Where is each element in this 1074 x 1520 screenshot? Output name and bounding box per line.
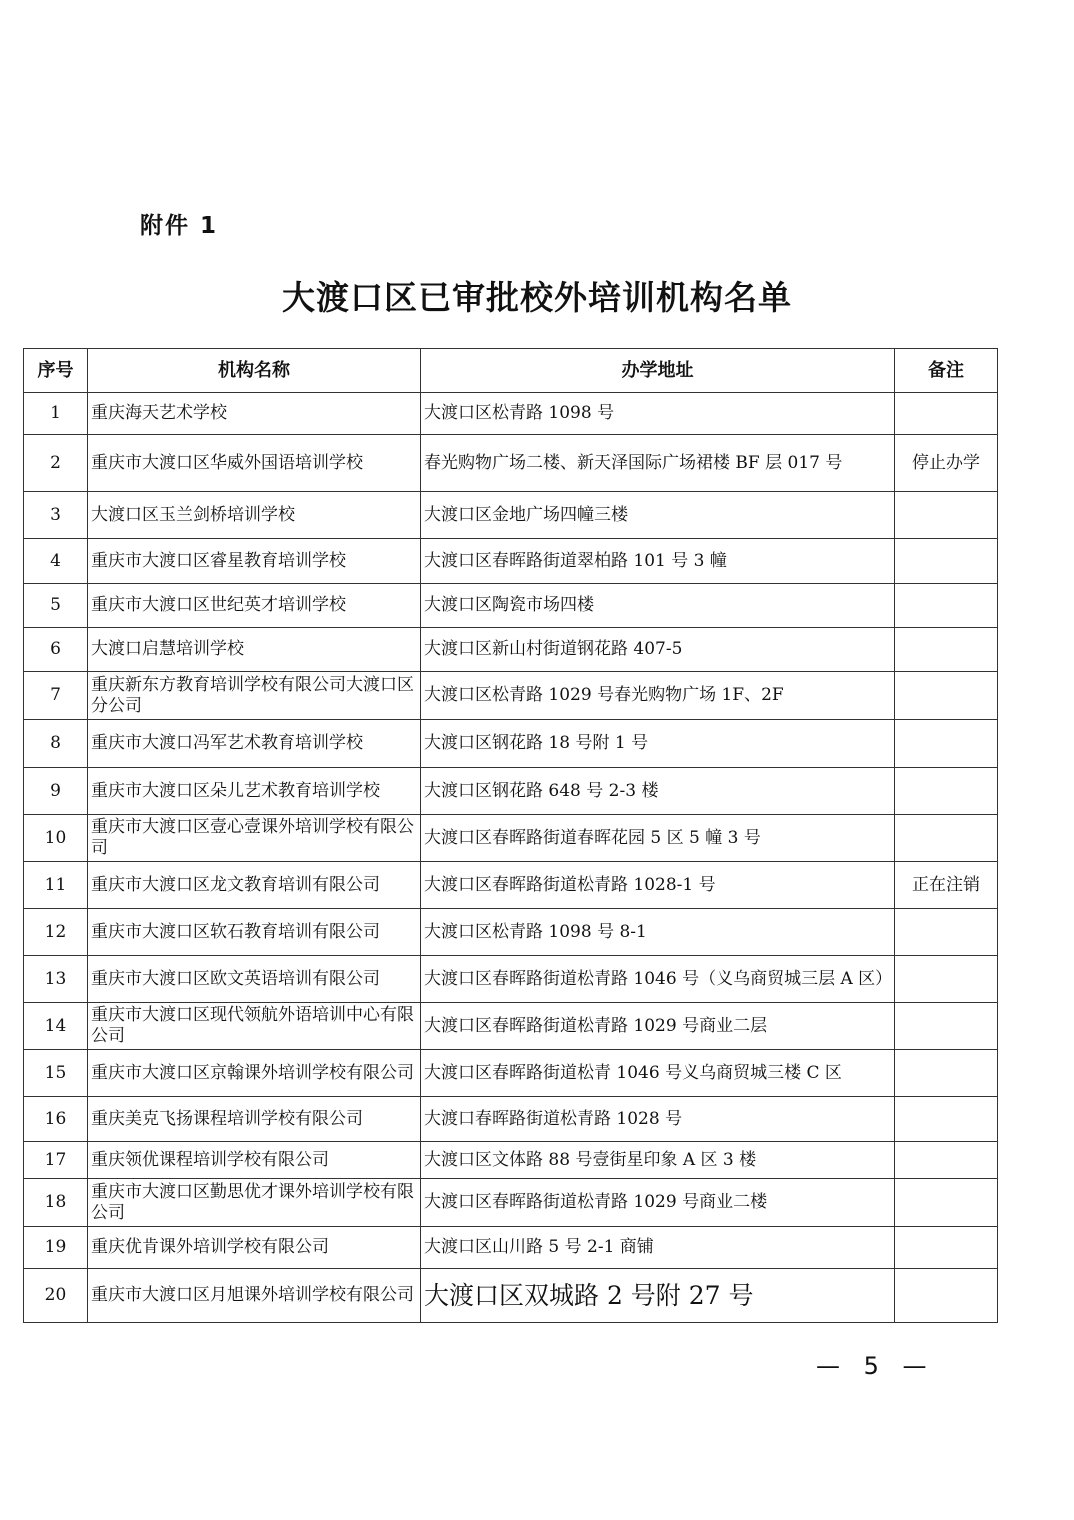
table-row — [24, 768, 998, 815]
row-name: 重庆市大渡口区世纪英才培训学校 — [88, 584, 421, 628]
row-address: 大渡口区松青路 1098 号 — [421, 393, 895, 435]
table-row — [24, 956, 998, 1003]
row-note — [895, 1179, 998, 1227]
row-note — [895, 393, 998, 435]
row-seq: 3 — [24, 492, 88, 539]
row-note — [895, 1227, 998, 1269]
table-row — [24, 815, 998, 862]
row-note: 正在注销 — [895, 862, 998, 909]
row-seq: 16 — [24, 1097, 88, 1142]
row-address: 大渡口区新山村街道钢花路 407-5 — [421, 628, 895, 672]
table-row — [24, 909, 998, 956]
attachment-label: 附件 1 — [140, 213, 219, 239]
row-seq: 4 — [24, 539, 88, 584]
row-address: 大渡口区钢花路 648 号 2-3 楼 — [421, 768, 895, 815]
row-name: 重庆优肯课外培训学校有限公司 — [88, 1227, 421, 1269]
row-address: 大渡口区陶瓷市场四楼 — [421, 584, 895, 628]
row-seq: 1 — [24, 393, 88, 435]
header-note: 备注 — [895, 349, 998, 393]
row-address: 大渡口区春晖路街道松青路 1046 号（义乌商贸城三层 A 区） — [421, 956, 895, 1003]
row-note — [895, 1050, 998, 1097]
table-row — [24, 628, 998, 672]
row-address: 大渡口区双城路 2 号附 27 号 — [421, 1269, 895, 1323]
row-note — [895, 956, 998, 1003]
row-name: 重庆市大渡口区朵儿艺术教育培训学校 — [88, 768, 421, 815]
row-address: 春光购物广场二楼、新天泽国际广场裙楼 BF 层 017 号 — [421, 435, 895, 492]
row-name: 重庆新东方教育培训学校有限公司大渡口区分公司 — [88, 672, 421, 720]
row-name: 重庆市大渡口区龙文教育培训有限公司 — [88, 862, 421, 909]
table-row — [24, 1179, 998, 1227]
table-row — [24, 720, 998, 768]
row-address: 大渡口区金地广场四幢三楼 — [421, 492, 895, 539]
row-name: 重庆市大渡口区睿星教育培训学校 — [88, 539, 421, 584]
row-address: 大渡口区文体路 88 号壹街星印象 A 区 3 楼 — [421, 1142, 895, 1179]
row-name: 重庆市大渡口冯军艺术教育培训学校 — [88, 720, 421, 768]
row-note — [895, 584, 998, 628]
row-seq: 2 — [24, 435, 88, 492]
row-seq: 19 — [24, 1227, 88, 1269]
header-address: 办学地址 — [421, 349, 895, 393]
row-address: 大渡口区山川路 5 号 2-1 商铺 — [421, 1227, 895, 1269]
row-note — [895, 768, 998, 815]
row-address: 大渡口区春晖路街道松青 1046 号义乌商贸城三楼 C 区 — [421, 1050, 895, 1097]
row-seq: 10 — [24, 815, 88, 862]
row-note — [895, 1097, 998, 1142]
row-address: 大渡口区钢花路 18 号附 1 号 — [421, 720, 895, 768]
row-seq: 7 — [24, 672, 88, 720]
row-seq: 8 — [24, 720, 88, 768]
table-row — [24, 672, 998, 720]
row-seq: 6 — [24, 628, 88, 672]
row-seq: 18 — [24, 1179, 88, 1227]
row-seq: 14 — [24, 1003, 88, 1050]
table-row — [24, 1142, 998, 1179]
row-note — [895, 720, 998, 768]
row-address: 大渡口区松青路 1098 号 8-1 — [421, 909, 895, 956]
header-seq: 序号 — [24, 349, 88, 393]
row-address: 大渡口区春晖路街道松青路 1029 号商业二楼 — [421, 1179, 895, 1227]
page-title: 大渡口区已审批校外培训机构名单 — [282, 278, 792, 317]
row-address: 大渡口区松青路 1029 号春光购物广场 1F、2F — [421, 672, 895, 720]
row-seq: 17 — [24, 1142, 88, 1179]
row-name: 重庆市大渡口区月旭课外培训学校有限公司 — [88, 1269, 421, 1323]
row-note — [895, 1003, 998, 1050]
row-name: 重庆市大渡口区壹心壹课外培训学校有限公司 — [88, 815, 421, 862]
page-number: — 5 — — [816, 1352, 935, 1380]
row-seq: 20 — [24, 1269, 88, 1323]
row-note — [895, 1142, 998, 1179]
row-seq: 13 — [24, 956, 88, 1003]
row-note — [895, 815, 998, 862]
row-name: 重庆美克飞扬课程培训学校有限公司 — [88, 1097, 421, 1142]
row-name: 重庆市大渡口区勤思优才课外培训学校有限公司 — [88, 1179, 421, 1227]
row-note — [895, 628, 998, 672]
row-note — [895, 492, 998, 539]
row-name: 重庆市大渡口区京翰课外培训学校有限公司 — [88, 1050, 421, 1097]
table-row — [24, 539, 998, 584]
institution-table — [23, 348, 998, 1323]
table-row — [24, 1097, 998, 1142]
table-row — [24, 862, 998, 909]
row-note — [895, 672, 998, 720]
table-row — [24, 1269, 998, 1323]
row-note — [895, 1269, 998, 1323]
row-seq: 15 — [24, 1050, 88, 1097]
row-name: 重庆市大渡口区欧文英语培训有限公司 — [88, 956, 421, 1003]
row-address: 大渡口区春晖路街道翠柏路 101 号 3 幢 — [421, 539, 895, 584]
row-note — [895, 909, 998, 956]
table-row — [24, 1050, 998, 1097]
table-header-row — [24, 349, 998, 393]
row-address: 大渡口区春晖路街道春晖花园 5 区 5 幢 3 号 — [421, 815, 895, 862]
row-seq: 9 — [24, 768, 88, 815]
row-name: 重庆海天艺术学校 — [88, 393, 421, 435]
table-row — [24, 492, 998, 539]
row-note — [895, 539, 998, 584]
row-name: 重庆市大渡口区现代领航外语培训中心有限公司 — [88, 1003, 421, 1050]
row-note: 停止办学 — [895, 435, 998, 492]
row-address: 大渡口区春晖路街道松青路 1029 号商业二层 — [421, 1003, 895, 1050]
row-seq: 5 — [24, 584, 88, 628]
row-name: 大渡口启慧培训学校 — [88, 628, 421, 672]
row-address: 大渡口区春晖路街道松青路 1028-1 号 — [421, 862, 895, 909]
row-name: 大渡口区玉兰剑桥培训学校 — [88, 492, 421, 539]
table-row — [24, 435, 998, 492]
table-row — [24, 1003, 998, 1050]
header-name: 机构名称 — [88, 349, 421, 393]
row-name: 重庆市大渡口区软石教育培训有限公司 — [88, 909, 421, 956]
row-seq: 12 — [24, 909, 88, 956]
row-seq: 11 — [24, 862, 88, 909]
row-name: 重庆市大渡口区华威外国语培训学校 — [88, 435, 421, 492]
table-row — [24, 393, 998, 435]
table-row — [24, 1227, 998, 1269]
row-address: 大渡口春晖路街道松青路 1028 号 — [421, 1097, 895, 1142]
table-row — [24, 584, 998, 628]
row-name: 重庆领优课程培训学校有限公司 — [88, 1142, 421, 1179]
